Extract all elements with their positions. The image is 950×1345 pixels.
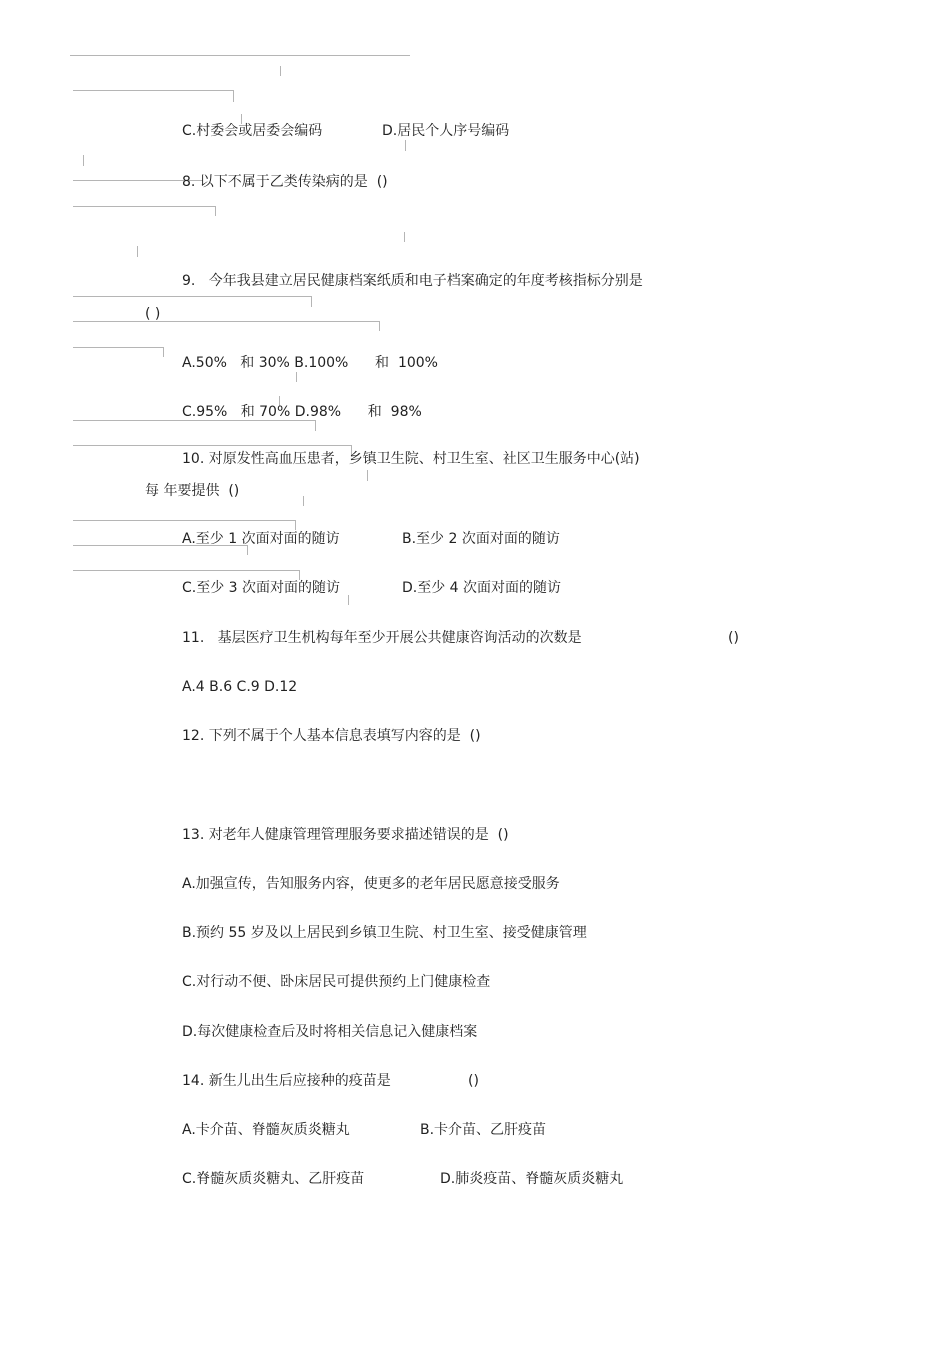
rule-line xyxy=(73,296,311,297)
rule-line xyxy=(73,90,233,91)
q10-stem: 10. 对原发性高血压患者，乡镇卫生院、村卫生室、社区卫生服务中心(站) xyxy=(182,451,640,467)
q10-option-b: B.至少 2 次面对面的随访 xyxy=(402,531,560,547)
rule-line xyxy=(137,246,138,257)
q12-stem: 12. 下列不属于个人基本信息表填写内容的是 () xyxy=(182,728,481,744)
rule-line xyxy=(280,66,281,76)
q11-answer-paren: () xyxy=(728,630,739,646)
q10-option-c: C.至少 3 次面对面的随访 xyxy=(182,580,341,596)
rule-line xyxy=(379,321,380,331)
q11-options: A.4 B.6 C.9 D.12 xyxy=(182,679,298,695)
rule-line xyxy=(367,470,368,481)
rule-line xyxy=(303,496,304,506)
rule-line xyxy=(73,321,379,322)
q11-stem: 11. 基层医疗卫生机构每年至少开展公共健康咨询活动的次数是 xyxy=(182,630,582,646)
q14-option-a: A.卡介苗、脊髓灰质炎糖丸 xyxy=(182,1122,350,1138)
rule-line xyxy=(295,520,296,530)
q9-stem: 9. 今年我县建立居民健康档案纸质和电子档案确定的年度考核指标分别是 xyxy=(182,273,643,289)
rule-line xyxy=(404,232,405,242)
q9-answer-paren: ( ) xyxy=(145,306,161,322)
q7-option-d: D.居民个人序号编码 xyxy=(382,123,510,139)
rule-line xyxy=(73,206,215,207)
rule-line xyxy=(73,520,295,521)
q14-option-c: C.脊髓灰质炎糖丸、乙肝疫苗 xyxy=(182,1171,365,1187)
q14-answer-paren: () xyxy=(468,1073,479,1089)
rule-line xyxy=(73,570,299,571)
q8-stem: 8. 以下不属于乙类传染病的是 () xyxy=(182,174,388,190)
q14-stem: 14. 新生儿出生后应接种的疫苗是 xyxy=(182,1073,391,1089)
q13-stem: 13. 对老年人健康管理管理服务要求描述错误的是 () xyxy=(182,827,509,843)
q10-option-d: D.至少 4 次面对面的随访 xyxy=(402,580,562,596)
rule-line xyxy=(405,140,406,151)
rule-line xyxy=(348,595,349,605)
rule-line xyxy=(73,445,351,446)
q13-option-d: D.每次健康检查后及时将相关信息记入健康档案 xyxy=(182,1024,478,1040)
q13-option-c: C.对行动不便、卧床居民可提供预约上门健康检查 xyxy=(182,974,491,990)
rule-line xyxy=(311,296,312,307)
rule-line xyxy=(70,55,410,56)
q9-options-ab: A.50% 和 30% B.100% 和 100% xyxy=(182,355,438,371)
q14-option-d: D.肺炎疫苗、脊髓灰质炎糖丸 xyxy=(440,1171,624,1187)
q13-option-a: A.加强宣传，告知服务内容，使更多的老年居民愿意接受服务 xyxy=(182,876,560,892)
q13-option-b: B.预约 55 岁及以上居民到乡镇卫生院、村卫生室、接受健康管理 xyxy=(182,925,587,941)
rule-line xyxy=(233,90,234,102)
rule-line xyxy=(215,206,216,216)
q9-options-cd: C.95% 和 70% D.98% 和 98% xyxy=(182,404,422,420)
q14-option-b: B.卡介苗、乙肝疫苗 xyxy=(420,1122,547,1138)
q7-option-c: C.村委会或居委会编码 xyxy=(182,123,323,139)
rule-line xyxy=(83,155,84,166)
rule-line xyxy=(296,372,297,382)
rule-line xyxy=(73,347,163,348)
rule-line xyxy=(315,420,316,431)
q10-stem-continued: 每 年要提供 () xyxy=(145,483,240,499)
rule-line xyxy=(163,347,164,357)
q10-option-a: A.至少 1 次面对面的随访 xyxy=(182,531,340,547)
